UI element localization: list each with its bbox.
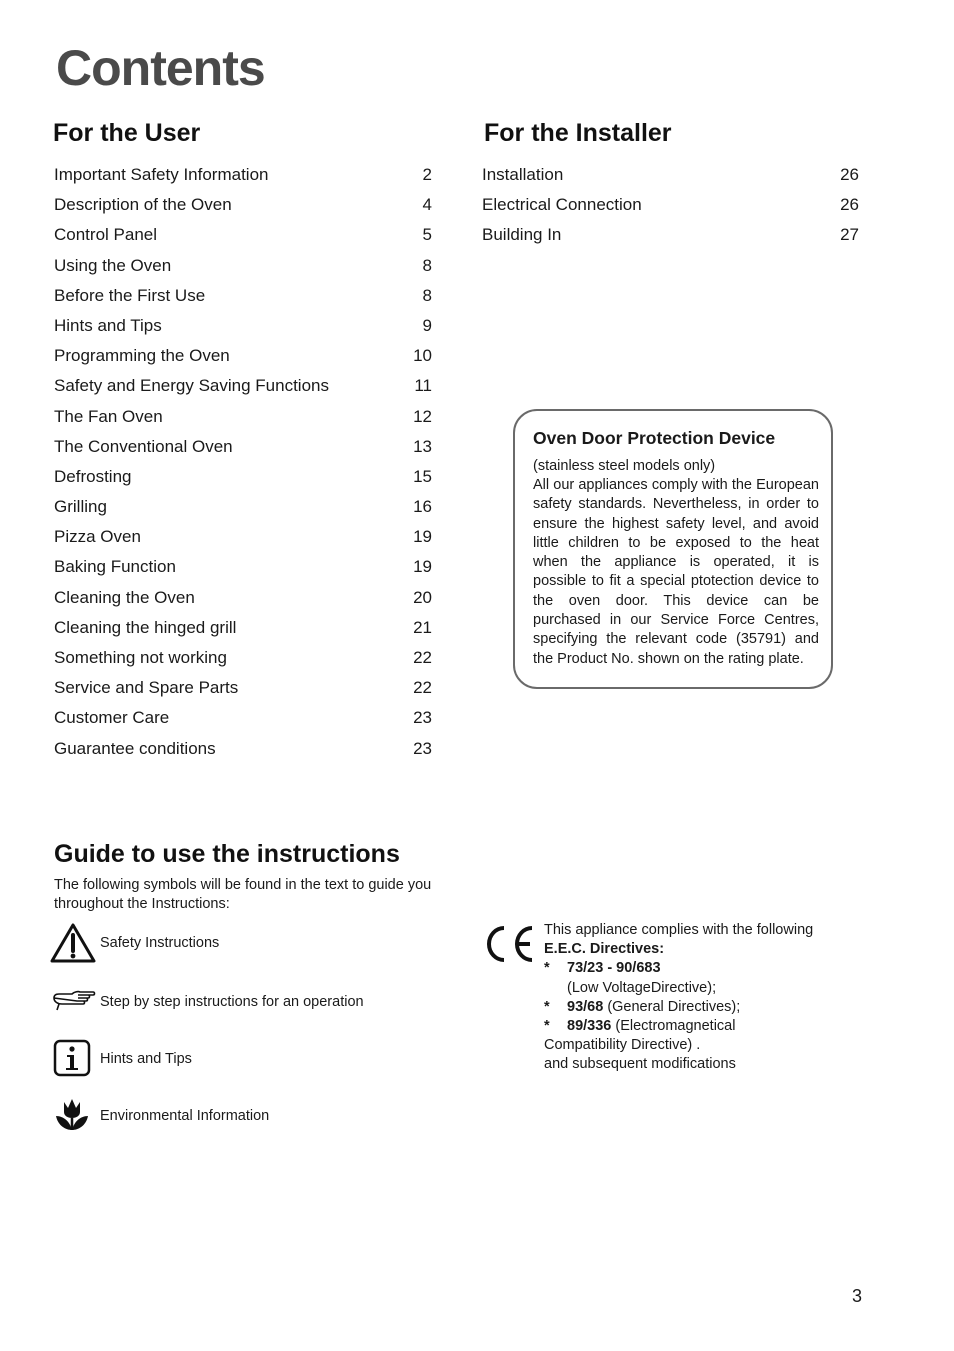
toc-entry-page: 2 <box>422 165 432 184</box>
toc-entry-label: Safety and Energy Saving Functions <box>54 376 329 396</box>
toc-entry-label: Hints and Tips <box>54 315 162 335</box>
toc-entry <box>54 345 432 375</box>
toc-entry-label: Electrical Connection <box>482 195 642 215</box>
toc-entry-label: Installation <box>482 165 564 184</box>
toc-entry <box>54 647 432 677</box>
toc-entry <box>54 466 432 496</box>
toc-entry <box>54 617 432 647</box>
toc-entry <box>54 406 432 436</box>
toc-entry-page: 22 <box>413 678 432 698</box>
toc-entry-page: 8 <box>422 285 432 305</box>
toc-entry-label: Building In <box>482 225 562 245</box>
symbol-environment-row <box>50 1096 269 1136</box>
symbol-steps-row <box>50 982 364 1022</box>
toc-entry-label: Something not working <box>54 648 227 667</box>
toc-entry <box>54 496 432 526</box>
toc-entry <box>54 375 432 405</box>
toc-entry-page: 21 <box>413 617 432 637</box>
toc-entry <box>54 315 432 345</box>
toc-entry-page: 22 <box>413 648 432 667</box>
toc-entry-page: 9 <box>422 315 432 335</box>
toc-entry-page: 26 <box>840 195 859 215</box>
toc-entry <box>54 164 432 194</box>
guide-heading: Guide to use the instructions <box>54 840 400 868</box>
ce-mark-icon <box>480 922 540 971</box>
toc-entry <box>54 556 432 586</box>
toc-entry <box>54 255 432 285</box>
toc-entry-label: Important Safety Information <box>54 165 269 184</box>
notice-body: All our appliances comply with the European safety standards. Nevertheless, in order to ensure the highest safety level, and avoid little children to be exposed to the heat when the appliance is operated, it is possible to fit a special ptotection device to the oven door. This device can be purchased in our Service Force Centres, specifying the relevant code (35791) and the Product No. shown on the rating plate. <box>533 477 819 667</box>
toc-entry-page: 27 <box>840 225 859 245</box>
toc-entry-page: 23 <box>413 708 432 728</box>
warning-triangle-icon <box>50 923 96 963</box>
toc-entry-label: Before the First Use <box>54 285 206 305</box>
directive-3-cont: Compatibility Directive) . <box>544 1037 701 1054</box>
ce-line1: This appliance complies with the following <box>544 922 814 938</box>
toc-entry-label: Cleaning the hinged grill <box>54 617 237 637</box>
toc-entry-label: Description of the Oven <box>54 195 232 215</box>
toc-entry-page: 16 <box>413 497 432 517</box>
toc-entry <box>482 164 859 194</box>
ce-line2: E.E.C. Directives: <box>544 941 665 958</box>
toc-entry-label: Defrosting <box>54 466 132 486</box>
toc-entry-page: 23 <box>413 738 432 758</box>
toc-entry-page: 19 <box>413 557 432 577</box>
user-toc-list <box>54 164 432 768</box>
toc-entry-page: 12 <box>413 406 432 426</box>
toc-entry-label: Service and Spare Parts <box>54 678 239 698</box>
toc-entry-page: 4 <box>422 195 432 215</box>
symbol-label: Environmental Information <box>100 1107 270 1124</box>
notice-title: Oven Door Protection Device <box>533 428 776 448</box>
toc-entry <box>54 285 432 315</box>
toc-entry-label: The Fan Oven <box>54 406 163 426</box>
toc-entry <box>54 526 432 556</box>
symbol-label: Step by step instructions for an operation <box>100 993 364 1010</box>
toc-entry <box>54 194 432 224</box>
user-section-heading: For the User <box>53 119 201 147</box>
toc-entry-label: Programming the Oven <box>54 346 230 366</box>
user-section <box>53 118 433 148</box>
oven-door-protection-notice <box>513 409 833 689</box>
pointing-hand-icon <box>50 982 96 1022</box>
notice-subtitle: (stainless steel models only) <box>533 458 716 474</box>
toc-entry <box>482 224 859 254</box>
toc-entry-label: Grilling <box>54 497 107 517</box>
toc-entry <box>54 738 432 768</box>
symbol-label: Safety Instructions <box>100 934 220 951</box>
symbol-hints-row <box>50 1039 192 1079</box>
installer-section-heading: For the Installer <box>484 119 672 147</box>
toc-entry-page: 8 <box>422 255 432 275</box>
toc-entry <box>482 194 859 224</box>
directive-1-desc: (Low VoltageDirective); <box>567 979 717 996</box>
toc-entry-page: 5 <box>422 225 432 245</box>
toc-entry <box>54 436 432 466</box>
toc-entry-label: Pizza Oven <box>54 527 141 547</box>
directive-1: * 73/23 - 90/683 <box>544 960 661 977</box>
toc-entry <box>54 224 432 254</box>
directive-2: * 93/68 (General Directives); <box>544 998 741 1015</box>
ce-compliance-text <box>544 921 864 1075</box>
toc-entry <box>54 707 432 737</box>
toc-entry-label: Customer Care <box>54 708 170 728</box>
toc-entry-page: 19 <box>413 527 432 547</box>
symbol-safety-row <box>50 923 219 963</box>
page-number: 3 <box>851 1286 862 1306</box>
ce-closing: and subsequent modifications <box>544 1056 736 1073</box>
toc-entry-page: 13 <box>413 436 432 456</box>
installer-toc-list <box>482 164 859 255</box>
toc-entry-label: Control Panel <box>54 225 158 245</box>
toc-entry-label: The Conventional Oven <box>54 436 233 456</box>
toc-entry-label: Baking Function <box>54 557 176 577</box>
toc-entry <box>54 587 432 617</box>
directive-3: * 89/336 (Electromagnetical <box>544 1018 736 1035</box>
flower-environment-icon <box>50 1096 96 1136</box>
toc-entry-page: 15 <box>413 466 432 486</box>
toc-entry-label: Guarantee conditions <box>54 738 216 758</box>
toc-entry-page: 20 <box>413 587 432 607</box>
page-title: Contents <box>56 40 265 96</box>
toc-entry-page: 10 <box>413 346 432 366</box>
toc-entry <box>54 677 432 707</box>
toc-entry-page: 11 <box>414 376 432 396</box>
symbol-label: Hints and Tips <box>100 1050 192 1067</box>
info-icon <box>50 1039 96 1079</box>
installer-section <box>484 118 864 148</box>
toc-entry-label: Using the Oven <box>54 255 172 275</box>
toc-entry-label: Cleaning the Oven <box>54 587 195 607</box>
toc-entry-page: 26 <box>840 165 859 184</box>
guide-intro: The following symbols will be found in the text to guide you throughout the Instructions: <box>54 877 432 912</box>
